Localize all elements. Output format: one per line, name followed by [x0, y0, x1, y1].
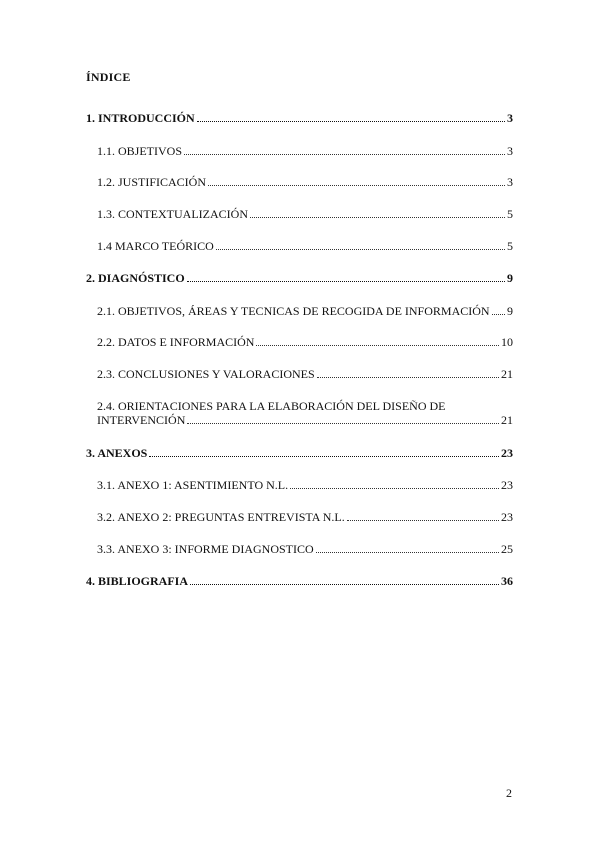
toc-entry-label: 3. ANEXOS	[86, 446, 148, 460]
toc-entry-diagnostico[interactable]	[86, 271, 513, 285]
dot-leader	[492, 313, 505, 315]
dot-leader	[197, 120, 505, 122]
toc-entry-page: 21	[501, 413, 513, 427]
dot-leader	[317, 376, 499, 378]
toc-entry-page: 36	[501, 574, 513, 588]
toc-entry-bibliografia[interactable]	[86, 574, 513, 588]
toc-entry-contextualizacion[interactable]	[97, 207, 513, 221]
toc-entry-label: 1. INTRODUCCIÓN	[86, 111, 195, 125]
toc-entry-page: 23	[501, 478, 513, 492]
dot-leader	[187, 422, 499, 424]
toc-entry-label: 2.2. DATOS E INFORMACIÓN	[97, 335, 255, 349]
toc-entry-orientaciones[interactable]	[97, 399, 513, 427]
toc-entry-objetivos[interactable]	[97, 144, 513, 158]
dot-leader	[256, 344, 499, 346]
toc-entry-anexo-2[interactable]	[97, 510, 513, 524]
toc-entry-label: 3.3. ANEXO 3: INFORME DIAGNOSTICO	[97, 542, 314, 556]
toc-entry-label: 2.1. OBJETIVOS, ÁREAS Y TECNICAS DE RECOGIDA DE INFORMACIÓN	[97, 304, 490, 318]
dot-leader	[190, 583, 499, 585]
dot-leader	[208, 184, 505, 186]
toc-entry-objetivos-areas[interactable]	[97, 304, 513, 318]
page-number: 2	[506, 786, 512, 800]
toc-entry-label-line2: INTERVENCIÓN	[97, 413, 186, 427]
toc-entry-page: 25	[501, 542, 513, 556]
dot-leader	[187, 280, 505, 282]
toc-entry-label: 1.4 MARCO TEÓRICO	[97, 239, 214, 253]
dot-leader	[347, 519, 499, 521]
toc-entry-page: 5	[507, 207, 513, 221]
toc-entry-introduccion[interactable]	[86, 111, 513, 125]
toc-entry-page: 9	[507, 304, 513, 318]
toc-entry-datos[interactable]	[97, 335, 513, 349]
toc-entry-page: 10	[501, 335, 513, 349]
toc-entry-anexos[interactable]	[86, 446, 513, 460]
toc-entry-page: 3	[507, 144, 513, 158]
toc-entry-label: 3.2. ANEXO 2: PREGUNTAS ENTREVISTA N.L.	[97, 510, 345, 524]
dot-leader	[290, 487, 499, 489]
toc-entry-page: 3	[507, 175, 513, 189]
toc-entry-marco-teorico[interactable]	[97, 239, 513, 253]
toc-entry-page: 9	[507, 271, 513, 285]
dot-leader	[216, 248, 505, 250]
toc-entry-label: 2.3. CONCLUSIONES Y VALORACIONES	[97, 367, 315, 381]
toc-entry-label: 2. DIAGNÓSTICO	[86, 271, 185, 285]
toc-entry-page: 3	[507, 111, 513, 125]
toc-entry-anexo-3[interactable]	[97, 542, 513, 556]
toc-entry-conclusiones[interactable]	[97, 367, 513, 381]
toc-entry-label: 4. BIBLIOGRAFIA	[86, 574, 189, 588]
toc-entry-page: 23	[501, 446, 513, 460]
dot-leader	[149, 455, 499, 457]
dot-leader	[316, 551, 499, 553]
dot-leader	[184, 153, 505, 155]
index-title: ÍNDICE	[86, 70, 131, 84]
toc-entry-page: 5	[507, 239, 513, 253]
toc-entry-label-line1: 2.4. ORIENTACIONES PARA LA ELABORACIÓN DEL DISEÑO DE	[97, 399, 446, 413]
toc-entry-anexo-1[interactable]	[97, 478, 513, 492]
dot-leader	[250, 216, 505, 218]
toc-entry-label: 1.2. JUSTIFICACIÓN	[97, 175, 207, 189]
toc-entry-page: 21	[501, 367, 513, 381]
toc-entry-label: 1.3. CONTEXTUALIZACIÓN	[97, 207, 248, 221]
toc-entry-justificacion[interactable]	[97, 175, 513, 189]
toc-entry-page: 23	[501, 510, 513, 524]
toc-entry-label: 1.1. OBJETIVOS	[97, 144, 183, 158]
toc-entry-label: 3.1. ANEXO 1: ASENTIMIENTO N.L.	[97, 478, 289, 492]
